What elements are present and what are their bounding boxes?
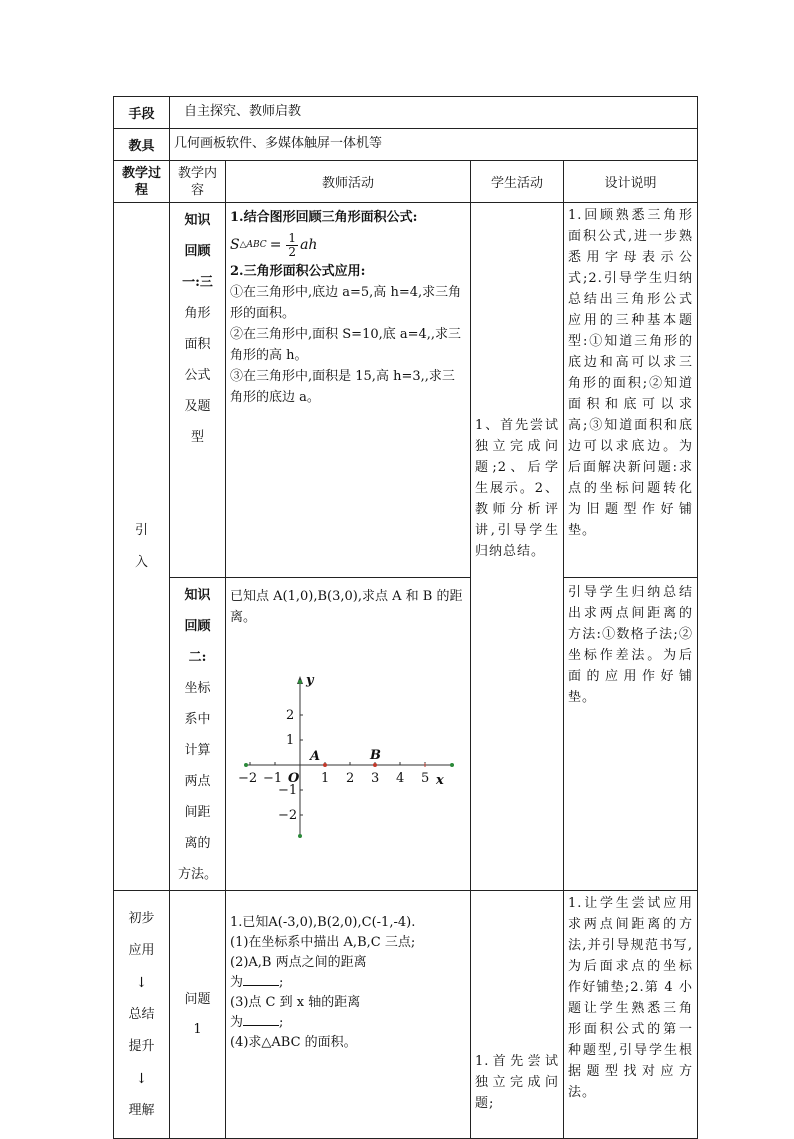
review2-title-line: 回顾 [184, 619, 211, 634]
apply-q4: (4)求△ABC 的面积。 [230, 1035, 357, 1050]
y-axis-end [298, 680, 302, 684]
y-tick-label: −1 [278, 783, 298, 798]
formula-fraction [286, 232, 298, 259]
x-tick-label: 1 [321, 771, 330, 786]
review1-title-line: 公式 [184, 368, 211, 383]
review2-title-line: 二: [188, 650, 207, 665]
origin-label: O [288, 771, 300, 786]
apply-q2-prefix: 为 [230, 975, 244, 990]
apply-content [170, 891, 226, 1139]
apply-content-line: 问题 [184, 991, 211, 1007]
area-formula: S △ABC = $\frac{1}{2}$ ah [230, 231, 318, 259]
review2-title-line: 离的 [184, 836, 211, 851]
header-process: 教学过程 [114, 161, 170, 203]
stage-intro-char: 入 [134, 554, 148, 570]
review1-teacher [226, 203, 471, 578]
point-a-label: A [310, 749, 321, 764]
stage-apply [114, 891, 170, 1139]
tools-label: 教具 [114, 129, 170, 161]
review1-title-line: 型 [190, 430, 204, 445]
answer-blank[interactable] [243, 973, 279, 986]
apply-q1: (1)在坐标系中描出 A,B,C 三点; [230, 935, 416, 950]
stage-apply-line: 总结 [128, 1006, 155, 1022]
apply-q2-blank-line [230, 973, 466, 993]
apply-q2-suffix: ; [279, 975, 284, 990]
fraction-den: 2 [288, 245, 297, 259]
review2-design: 引导学生归纳总结出求两点间距离的方法:①数格子法;②坐标作差法。为后面的应用作好铺垫。 [564, 578, 698, 891]
x-axis-end [450, 763, 454, 767]
fraction-num: 1 [288, 231, 297, 245]
header-teacher: 教师活动 [226, 161, 471, 203]
apply-question-intro: 1.已知A(-3,0),B(2,0),C(-1,-4). [230, 915, 416, 930]
y-tick-label: 1 [286, 733, 295, 748]
method-value: 自主探究、教师启教 [170, 97, 698, 129]
apply-q3-blank-line [230, 1013, 466, 1033]
review1-item: ①在三角形中,底边 a=5,高 h=4,求三角形的面积。 [230, 285, 462, 321]
apply-q2: (2)A,B 两点之间的距离 [230, 955, 367, 970]
point-a-marker [323, 763, 327, 767]
x-tick-label: 2 [346, 771, 355, 786]
formula-rhs: ah [300, 237, 318, 253]
point-b-label: B [370, 748, 381, 763]
stage-apply-line: 应用 [128, 942, 155, 958]
review2-title-line: 知识 [184, 588, 211, 603]
stage-intro [114, 203, 170, 891]
x-axis-end [244, 763, 248, 767]
y-tick-label: −2 [278, 808, 298, 823]
lesson-plan-table [113, 96, 698, 1139]
x-tick-label: 5 [421, 771, 430, 786]
point-b-marker [373, 763, 377, 767]
x-tick-label: −2 [238, 771, 258, 786]
review2-question: 已知点 A(1,0),B(3,0),求点 A 和 B 的距离。 [230, 589, 463, 625]
x-tick-label: 4 [396, 771, 405, 786]
review1-title [170, 203, 226, 578]
header-content: 教学内容 [170, 161, 226, 203]
down-arrow-icon: ↓ [135, 1070, 148, 1087]
method-label: 手段 [114, 97, 170, 129]
stage-intro-char: 引 [134, 522, 148, 538]
review2-title-line: 计算 [184, 743, 211, 758]
tools-value: 几何画板软件、多媒体触屏一体机等 [170, 129, 698, 161]
review1-heading: 1.结合图形回顾三角形面积公式: [230, 210, 418, 225]
header-design: 设计说明 [564, 161, 698, 203]
down-arrow-icon: ↓ [135, 974, 148, 991]
x-tick-label: 3 [371, 771, 380, 786]
x-axis-label: x [436, 773, 444, 788]
review1-title-line: 回顾 [184, 244, 211, 259]
stage-apply-line: 理解 [128, 1102, 155, 1118]
header-student: 学生活动 [471, 161, 564, 203]
apply-q3: (3)点 C 到 x 轴的距离 [230, 995, 361, 1010]
y-axis-end [298, 834, 302, 838]
review2-title-line: 间距 [184, 805, 211, 820]
review1-heading2: 2.三角形面积公式应用: [230, 264, 366, 279]
apply-design: 1.让学生尝试应用求两点间距离的方法,并引导规范书写,为后面求点的坐标作好铺垫;2.第 4 小题让学生熟悉三角形面积公式的第一种题型,引导学生根据题型找对应方法。 [564, 891, 698, 1139]
apply-student: 1.首先尝试独立完成问题; [471, 891, 564, 1139]
review2-title [170, 578, 226, 891]
answer-blank[interactable] [243, 1013, 279, 1026]
review1-item: ②在三角形中,面积 S=10,底 a=4,,求三角形的高 h。 [230, 327, 462, 363]
apply-teacher [226, 891, 471, 1139]
intro-design-text: 1.回顾熟悉三角形面积公式,进一步熟悉用字母表示公式;2.引导学生归纳总结出三角形公式应用的三种基本题型:①知道三角形的底边和高可以求三角形的面积;②知道面积和底可以求高;③知道面积和底边可以求底边。为后面解决新问题:求点的坐标问题转化为旧题型作好铺垫。 [568, 208, 694, 538]
formula-sub: △ABC [239, 240, 267, 250]
review2-teacher [226, 578, 471, 891]
apply-content-line: 1 [193, 1021, 202, 1037]
formula-s: S [230, 237, 240, 253]
apply-q3-prefix: 为 [230, 1015, 244, 1030]
review2-title-line: 坐标 [184, 681, 211, 696]
y-axis-label: y [306, 673, 314, 688]
intro-student: 1、首先尝试独立完成问题;2、后学生展示。2、教师分析评讲,引导学生归纳总结。 [471, 203, 564, 891]
intro-design [564, 203, 698, 578]
review1-title-line: 角形 [184, 306, 211, 321]
x-tick-label: −1 [263, 771, 283, 786]
review2-title-line: 两点 [184, 774, 211, 789]
stage-apply-line: 提升 [128, 1038, 155, 1054]
review1-item: ③在三角形中,面积是 15,高 h=3,,求三角形的底边 a。 [230, 369, 455, 405]
review1-title-line: 知识 [184, 213, 211, 228]
review1-title-line: 一:三 [182, 275, 213, 290]
y-tick-label: 2 [286, 708, 295, 723]
review1-title-line: 面积 [184, 337, 211, 352]
stage-apply-line: 初步 [128, 910, 155, 926]
review1-title-line: 及题 [184, 399, 211, 414]
review2-title-line: 系中 [184, 712, 211, 727]
coordinate-plane [230, 668, 460, 838]
apply-q3-suffix: ; [279, 1015, 284, 1030]
review2-title-line: 方法。 [177, 867, 217, 882]
